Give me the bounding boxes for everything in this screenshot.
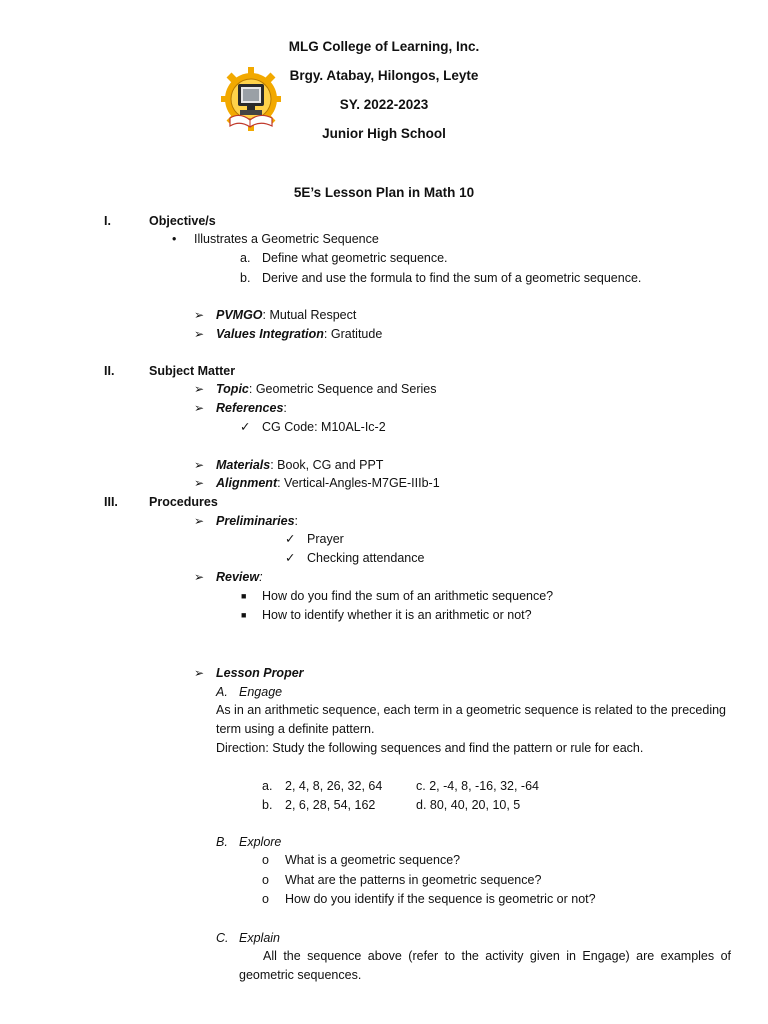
attendance-item: Checking attendance [307, 551, 425, 565]
arrow-bullet-icon: ➢ [194, 401, 205, 415]
explain-label: Explain [239, 931, 280, 945]
materials-line [216, 457, 383, 473]
circle-bullet-icon: o [262, 892, 269, 906]
circle-bullet-icon: o [262, 853, 269, 867]
references-label: References [216, 401, 284, 415]
sequence-b: 2, 6, 28, 54, 162 [285, 798, 376, 812]
materials-value: : Book, CG and PPT [270, 458, 384, 472]
checkmark-icon: ✓ [285, 532, 296, 546]
explain-paragraph: All the sequence above (refer to the activity given in Engage) are examples of geometric sequences. [239, 949, 731, 982]
topic-line [216, 381, 436, 397]
review-label: Review [216, 570, 260, 584]
objective-b-text: Derive and use the formula to find the sum of a geometric sequence. [262, 271, 642, 285]
references-line [216, 400, 287, 416]
arrow-bullet-icon: ➢ [194, 308, 205, 322]
bullet-icon: • [172, 232, 177, 246]
alignment-value: : Vertical-Angles-M7GE-IIIb-1 [277, 476, 440, 490]
preliminaries-line [216, 513, 298, 529]
arrow-bullet-icon: ➢ [194, 458, 205, 472]
section-1-heading: Objective/s [149, 214, 216, 228]
objective-bullet: Illustrates a Geometric Sequence [194, 232, 379, 246]
review-question-2: How to identify whether it is an arithmetic or not? [262, 608, 532, 622]
engage-label: Engage [239, 685, 283, 699]
alignment-label: Alignment [216, 476, 278, 490]
preliminaries-colon: : [294, 514, 298, 528]
arrow-bullet-icon: ➢ [194, 327, 205, 341]
engage-marker: A. [216, 685, 228, 699]
topic-label: Topic [216, 382, 249, 396]
values-line [216, 326, 382, 342]
school-name: MLG College of Learning, Inc. [288, 39, 480, 54]
lesson-plan-title: 5E’s Lesson Plan in Math 10 [293, 185, 475, 200]
objective-a-marker: a. [240, 251, 251, 265]
section-1-numeral: I. [104, 214, 111, 228]
preliminaries-label: Preliminaries [216, 514, 295, 528]
sequence-c: c. 2, -4, 8, -16, 32, -64 [416, 779, 539, 793]
section-3-heading: Procedures [149, 495, 218, 509]
arrow-bullet-icon: ➢ [194, 666, 205, 680]
objective-b-marker: b. [240, 271, 251, 285]
lesson-proper-label: Lesson Proper [216, 666, 304, 680]
explain-marker: C. [216, 931, 229, 945]
school-address: Brgy. Atabay, Hilongos, Leyte [289, 68, 479, 83]
pvmgo-line [216, 307, 356, 323]
checkmark-icon: ✓ [285, 551, 296, 565]
sequence-b-marker: b. [262, 798, 273, 812]
square-bullet-icon: ■ [241, 610, 247, 620]
objective-a-text: Define what geometric sequence. [262, 251, 448, 265]
arrow-bullet-icon: ➢ [194, 514, 205, 528]
cg-code: CG Code: M10AL-Ic-2 [262, 420, 386, 434]
arrow-bullet-icon: ➢ [194, 570, 205, 584]
explore-question-1: What is a geometric sequence? [285, 853, 461, 867]
pvmgo-label: PVMGO [216, 308, 263, 322]
materials-label: Materials [216, 458, 271, 472]
engage-direction: Direction: Study the following sequences and find the pattern or rule for each. [216, 741, 644, 755]
prayer-item: Prayer [307, 532, 344, 546]
section-2-heading: Subject Matter [149, 364, 236, 378]
explore-label: Explore [239, 835, 282, 849]
review-colon: : [259, 570, 263, 584]
sequence-a: 2, 4, 8, 26, 32, 64 [285, 779, 383, 793]
square-bullet-icon: ■ [241, 591, 247, 601]
engage-paragraph: As in an arithmetic sequence, each term in a geometric sequence is related to the preceding term using a definite pattern. [216, 703, 727, 736]
explore-question-3: How do you identify if the sequence is geometric or not? [285, 892, 596, 906]
department: Junior High School [322, 126, 446, 141]
review-question-1: How do you find the sum of an arithmetic sequence? [262, 589, 554, 603]
section-2-numeral: II. [104, 364, 115, 378]
arrow-bullet-icon: ➢ [194, 382, 205, 396]
topic-value: : Geometric Sequence and Series [248, 382, 437, 396]
explore-question-2: What are the patterns in geometric sequence? [285, 873, 542, 887]
references-colon: : [283, 401, 287, 415]
alignment-line [216, 475, 440, 491]
values-label: Values Integration [216, 327, 324, 341]
review-line [216, 569, 263, 585]
pvmgo-value: : Mutual Respect [262, 308, 357, 322]
explore-marker: B. [216, 835, 228, 849]
sequence-a-marker: a. [262, 779, 273, 793]
sequence-d: d. 80, 40, 20, 10, 5 [416, 798, 521, 812]
values-value: : Gratitude [323, 327, 383, 341]
section-3-numeral: III. [104, 495, 118, 509]
arrow-bullet-icon: ➢ [194, 476, 205, 490]
checkmark-icon: ✓ [240, 420, 251, 434]
school-year: SY. 2022-2023 [339, 97, 429, 112]
circle-bullet-icon: o [262, 873, 269, 887]
